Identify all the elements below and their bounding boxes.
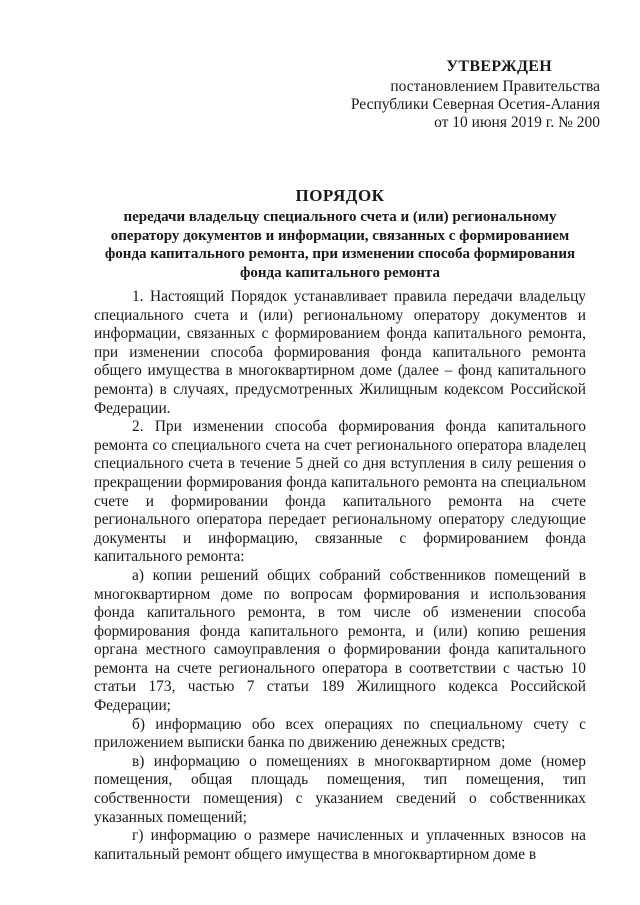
document-body <box>94 288 586 864</box>
paragraph-2: 2. При изменении способа формирования фонда капитального ремонта со специального счета на счет регионального оператора владелец специального счета в течение 5 дней со дня вступления в силу решения о прекращении формирования фонда капитального ремонта на специальном счете и формировании фонда капитального ремонта на счете регионального оператора передает региональному оператору следующие документы и информацию, связанные с формированием фонда капитального ремонта: <box>94 418 586 566</box>
approval-line-1: постановлением Правительства <box>390 78 600 95</box>
title-block <box>95 186 585 282</box>
subtitle-line-3: фонда капитального ремонта, при изменении способа формирования <box>104 246 576 262</box>
paragraph-1: 1. Настоящий Порядок устанавливает правила передачи владельцу специального счета и (или) региональному оператору документов и информации, связанных с формированием фонда капитального ремонта, при изменении способа формирования фонда капитального ремонта общего имущества в многоквартирном доме (далее – фонд капитального ремонта) в случаях, предусмотренных Жилищным кодексом Российской Федерации. <box>94 288 586 417</box>
subtitle-line-2: оператору документов и информации, связанных с формированием <box>110 227 570 244</box>
subitem-a: а) копии решений общих собраний собственников помещений в многоквартирном доме по вопросам формирования и использования фонда капитального ремонта, в том числе об изменении способа формирования фонда капитального ремонта, и (или) копию решения органа местного самоуправления о формировании фонда капитального ремонта на счете регионального оператора в соответствии с частью 10 статьи 173, частью 7 статьи 189 Жилищного кодекса Российской Федерации; <box>94 566 586 715</box>
document-title: ПОРЯДОК <box>295 186 385 205</box>
document-subtitle <box>95 208 585 282</box>
subitem-g: г) информацию о размере начисленных и уплаченных взносов на капитальный ремонт общего имущества в многоквартирном доме в <box>94 827 586 863</box>
subitem-b: б) информацию обо всех операциях по специальному счету с приложением выписки банка по движению денежных средств; <box>94 715 586 752</box>
approval-stamp: УТВЕРЖДЕН <box>446 58 552 75</box>
subitem-v: в) информацию о помещениях в многоквартирном доме (номер помещения, общая площадь помещения, тип помещения, тип собственности помещения) с указанием сведений о собственниках указанных помещений; <box>94 752 586 826</box>
approval-block <box>300 58 600 132</box>
approval-line-3: от 10 июня 2019 г. № 200 <box>434 114 600 131</box>
subtitle-line-4: фонда капитального ремонта <box>240 264 440 281</box>
subtitle-line-1: передачи владельцу специального счета и (или) региональному <box>123 209 557 225</box>
approval-line-2: Республики Северная Осетия-Алания <box>350 96 600 113</box>
